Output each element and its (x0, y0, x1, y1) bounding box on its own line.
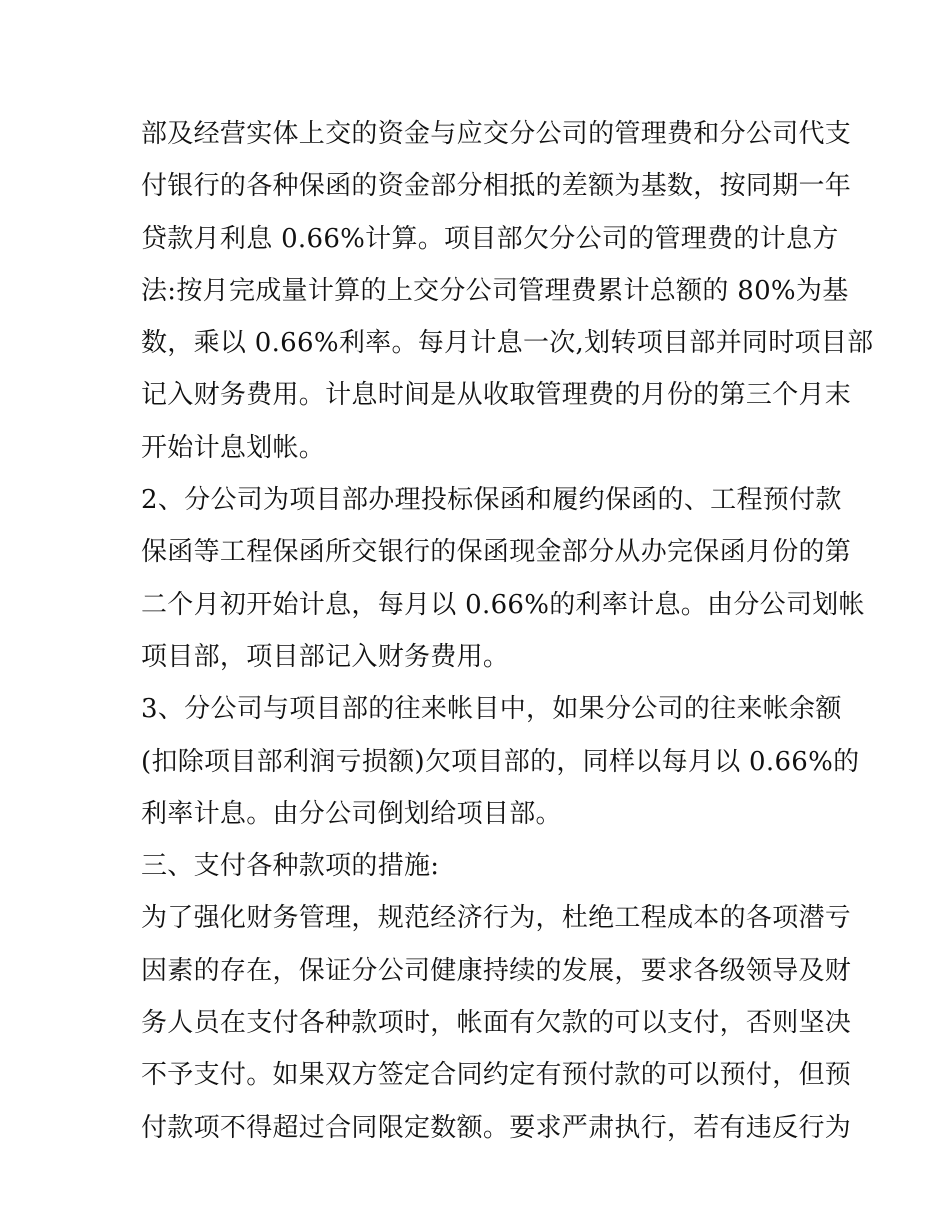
text-line: 项目部，项目部记入财务费用。 (141, 641, 510, 672)
text-line: 付银行的各种保函的资金部分相抵的差额为基数，按同期一年 (141, 171, 852, 202)
text-line: (扣除项目部利润亏损额)欠项目部的，同样以每月以 0.66%的 (141, 746, 860, 777)
text-line: 开始计息划帐。 (141, 432, 326, 463)
section-heading: 三、支付各种款项的措施: (141, 851, 440, 882)
text-line: 部及经营实体上交的资金与应交分公司的管理费和分公司代支 (141, 119, 852, 149)
text-line: 法:按月完成量计算的上交分公司管理费累计总额的 80%为基 (141, 275, 849, 306)
text-line: 务人员在支付各种款项时，帐面有欠款的可以支付，否则坚决 (141, 1008, 852, 1039)
document-body (141, 108, 874, 1154)
text-line: 因素的存在，保证分公司健康持续的发展，要求各级领导及财 (141, 955, 852, 986)
text-line: 数，乘以 0.66%利率。每月计息一次,划转项目部并同时项目部 (141, 328, 874, 359)
text-line: 为了强化财务管理，规范经济行为，杜绝工程成本的各项潜亏 (141, 903, 852, 934)
text-line: 二个月初开始计息，每月以 0.66%的利率计息。由分公司划帐 (141, 589, 865, 620)
text-line: 3、分公司与项目部的往来帐目中，如果分公司的往来帐余额 (141, 694, 842, 725)
text-line: 2、分公司为项目部办理投标保函和履约保函的、工程预付款 (141, 485, 842, 516)
text-line: 利率计息。由分公司倒划给项目部。 (141, 798, 562, 829)
text-line: 贷款月利息 0.66%计算。项目部欠分公司的管理费的计息方 (141, 223, 839, 254)
text-line: 付款项不得超过合同限定数额。要求严肃执行，若有违反行为 (141, 1112, 852, 1143)
text-line: 保函等工程保函所交银行的保函现金部分从办完保函月份的第 (141, 537, 852, 568)
text-line: 记入财务费用。计息时间是从收取管理费的月份的第三个月末 (141, 380, 852, 411)
text-line: 不予支付。如果双方签定合同约定有预付款的可以预付，但预 (141, 1060, 852, 1091)
